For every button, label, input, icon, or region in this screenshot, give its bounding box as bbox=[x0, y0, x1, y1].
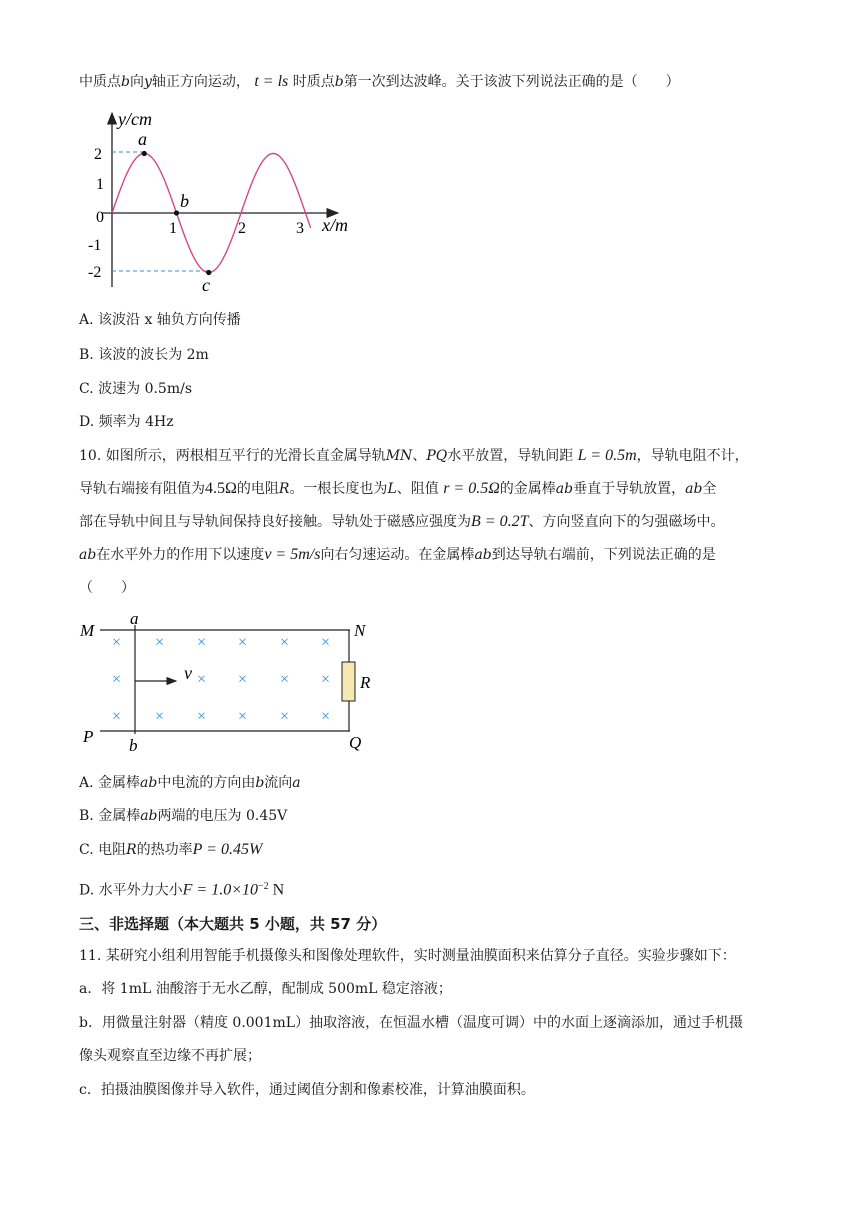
q10-text: 部在导轨中间且与导轨间保持良好接触。导轨处于磁感应强度为 bbox=[79, 514, 471, 530]
q10-text: 10. 如图所示，两根相互平行的光滑长直金属导轨 bbox=[79, 448, 386, 464]
point-a bbox=[142, 151, 147, 156]
q10-R-expr: 4.5Ω bbox=[205, 480, 237, 497]
q9-stem-text: 时质点 bbox=[292, 74, 335, 90]
q10-var-ab: ab bbox=[474, 547, 492, 563]
point-a-label: a bbox=[138, 129, 147, 149]
q10-opt-text: 中电流的方向由 bbox=[157, 775, 256, 791]
q11-step-b-line1: b．用微量注射器（精度 0.001mL）抽取溶液，在恒温水槽（温度可调）中的水面上逐滴添加，通过手机摄 bbox=[79, 1015, 744, 1031]
q10-text: ，导轨电阻不计， bbox=[636, 448, 749, 464]
q11-step-a: a．将 1mL 油酸溶于无水乙醇，配制成 500mL 稳定溶液； bbox=[79, 981, 452, 997]
q9-stem-text: 向 bbox=[129, 74, 144, 90]
q10-text: 全 bbox=[702, 481, 717, 497]
y-tick-label: -1 bbox=[88, 237, 102, 254]
q10-var-l: L bbox=[387, 481, 397, 497]
y-tick-label: 0 bbox=[96, 209, 104, 226]
point-c-label: c bbox=[202, 275, 210, 295]
x-tick-label: 1 bbox=[169, 220, 177, 237]
q9-var-b: b bbox=[121, 74, 130, 90]
q10-text: 在水平外力的作用下以速度 bbox=[96, 547, 265, 563]
field-cross-icon: × bbox=[155, 708, 165, 725]
q10-opt-text: B. 金属棒 bbox=[79, 808, 141, 824]
label-b: b bbox=[129, 736, 138, 752]
q9-option-c: C. 波速为 0.5m/s bbox=[79, 381, 193, 397]
field-cross-icon: × bbox=[321, 708, 331, 725]
wave-graph bbox=[80, 105, 380, 295]
q10-var-a: a bbox=[292, 775, 301, 791]
q10-text: 导轨右端接有阻值为 bbox=[79, 481, 205, 497]
x-tick-label: 2 bbox=[238, 220, 246, 237]
y-tick-label: 1 bbox=[96, 176, 104, 193]
q10-stem-line1 bbox=[79, 446, 749, 466]
q9-stem-text: 中质点 bbox=[79, 74, 121, 90]
q10-stem-line2 bbox=[79, 479, 716, 499]
q10-opt-text: 流向 bbox=[264, 775, 293, 791]
field-cross-icon: × bbox=[280, 708, 290, 725]
q11-step-b-line2: 像头观察直至边缘不再扩展； bbox=[79, 1048, 261, 1064]
q10-var-r: R bbox=[278, 481, 290, 497]
q10-var-ab: ab bbox=[79, 547, 97, 563]
q10-f-unit: N bbox=[268, 881, 285, 899]
field-cross-icon: × bbox=[321, 634, 331, 651]
q10-var-ab: ab bbox=[555, 481, 574, 497]
field-cross-icon: × bbox=[238, 708, 248, 725]
q10-v-expr: v = 5m/s bbox=[264, 546, 321, 563]
q10-f-exponent: −2 bbox=[258, 881, 269, 892]
field-cross-icon: × bbox=[280, 634, 290, 651]
q11-stem: 11. 某研究小组利用智能手机摄像头和图像处理软件，实时测量油膜面积来估算分子直径。实验步骤如下： bbox=[79, 948, 736, 964]
resistor bbox=[342, 662, 355, 701]
q11-step-c: c．拍摄油膜图像并导入软件，通过阈值分割和像素校准，计算油膜面积。 bbox=[79, 1082, 535, 1098]
q9-time-expr: t = ls bbox=[254, 73, 289, 90]
field-cross-icon: × bbox=[280, 671, 290, 688]
field-cross-icon: × bbox=[197, 671, 207, 688]
q10-B-expr: B = 0.2T bbox=[471, 513, 529, 530]
q10-answer-paren: （ ） bbox=[79, 580, 135, 596]
q10-var-pq: PQ bbox=[426, 448, 448, 464]
q9-var-y: y bbox=[143, 74, 152, 90]
q10-text: 、阻值 bbox=[396, 481, 439, 497]
label-p: P bbox=[83, 727, 94, 746]
field-cross-icon: × bbox=[112, 634, 122, 651]
q10-f-expr: F = 1.0×10 bbox=[182, 881, 259, 899]
label-n: N bbox=[354, 621, 366, 640]
q10-text: 水平放置，导轨间距 bbox=[447, 448, 574, 464]
label-m: M bbox=[80, 621, 95, 640]
field-cross-icon: × bbox=[197, 708, 207, 725]
x-axis-label: x/m bbox=[322, 215, 348, 235]
q10-opt-text: D. 水平外力大小 bbox=[79, 882, 183, 899]
q10-text: 的电阻 bbox=[236, 481, 279, 497]
field-cross-icon: × bbox=[238, 671, 248, 688]
q10-text: 的金属棒 bbox=[499, 481, 556, 497]
q10-text: 到达导轨右端前，下列说法正确的是 bbox=[491, 547, 716, 563]
q10-var-b: b bbox=[255, 775, 265, 791]
q10-var-ab: ab bbox=[140, 808, 158, 824]
q10-var-ab: ab bbox=[685, 481, 703, 497]
q10-option-a bbox=[79, 773, 301, 793]
label-a: a bbox=[130, 612, 139, 628]
q10-text: 、 bbox=[412, 448, 427, 464]
q10-opt-text: C. 电阻 bbox=[79, 842, 127, 858]
label-q: Q bbox=[349, 733, 362, 752]
field-cross-icon: × bbox=[112, 708, 122, 725]
q9-option-a: A. 该波沿 x 轴负方向传播 bbox=[79, 312, 241, 328]
q9-option-d: D. 频率为 4Hz bbox=[79, 414, 174, 430]
section-3-title: 三、非选择题（本大题共 5 小题，共 57 分） bbox=[79, 915, 387, 933]
y-tick-label: 2 bbox=[94, 146, 102, 163]
field-cross-icon: × bbox=[112, 671, 122, 688]
q10-opt-text: A. 金属棒 bbox=[79, 775, 141, 791]
q10-p-expr: P = 0.45W bbox=[192, 841, 263, 858]
q10-var-ab: ab bbox=[140, 775, 158, 791]
q10-option-d bbox=[79, 877, 284, 901]
field-cross-icon: × bbox=[321, 671, 331, 688]
y-axis-label: y/cm bbox=[118, 109, 152, 129]
q10-stem-line4 bbox=[79, 545, 716, 565]
q10-option-b bbox=[79, 806, 287, 826]
q10-L-expr: L = 0.5m bbox=[577, 447, 637, 464]
q9-option-b: B. 该波的波长为 2m bbox=[79, 347, 209, 363]
field-cross-icon: × bbox=[155, 634, 165, 651]
field-cross-icon: × bbox=[197, 634, 207, 651]
q10-option-c bbox=[79, 840, 262, 860]
field-cross-icon: × bbox=[238, 634, 248, 651]
q10-text: 向右匀速运动。在金属棒 bbox=[320, 547, 475, 563]
q10-opt-text: 的热功率 bbox=[136, 842, 193, 858]
magnetic-field-crosses bbox=[112, 634, 330, 725]
x-tick-label: 3 bbox=[296, 220, 304, 237]
q10-r-expr: r = 0.5Ω bbox=[443, 480, 500, 497]
q10-stem-line3 bbox=[79, 512, 724, 532]
q10-var-mn: MN bbox=[385, 448, 413, 464]
label-r: R bbox=[360, 673, 371, 692]
label-v: v bbox=[184, 663, 192, 683]
rail-circuit-figure bbox=[78, 612, 378, 752]
q9-var-b: b bbox=[334, 74, 344, 90]
point-b bbox=[174, 210, 179, 215]
q9-stem-text: 第一次到达波峰。关于该波下列说法正确的是（ ） bbox=[343, 74, 680, 90]
q9-stem bbox=[79, 72, 680, 92]
point-b-label: b bbox=[180, 191, 189, 211]
q10-var-r: R bbox=[126, 842, 137, 858]
q9-stem-text: 轴正方向运动， bbox=[151, 74, 250, 90]
q10-opt-text: 两端的电压为 0.45V bbox=[157, 808, 288, 824]
q10-text: 。一根长度也为 bbox=[289, 481, 388, 497]
y-tick-label: -2 bbox=[88, 264, 102, 281]
q10-text: 垂直于导轨放置， bbox=[573, 481, 686, 497]
q10-text: 、方向竖直向下的匀强磁场中。 bbox=[528, 514, 725, 530]
